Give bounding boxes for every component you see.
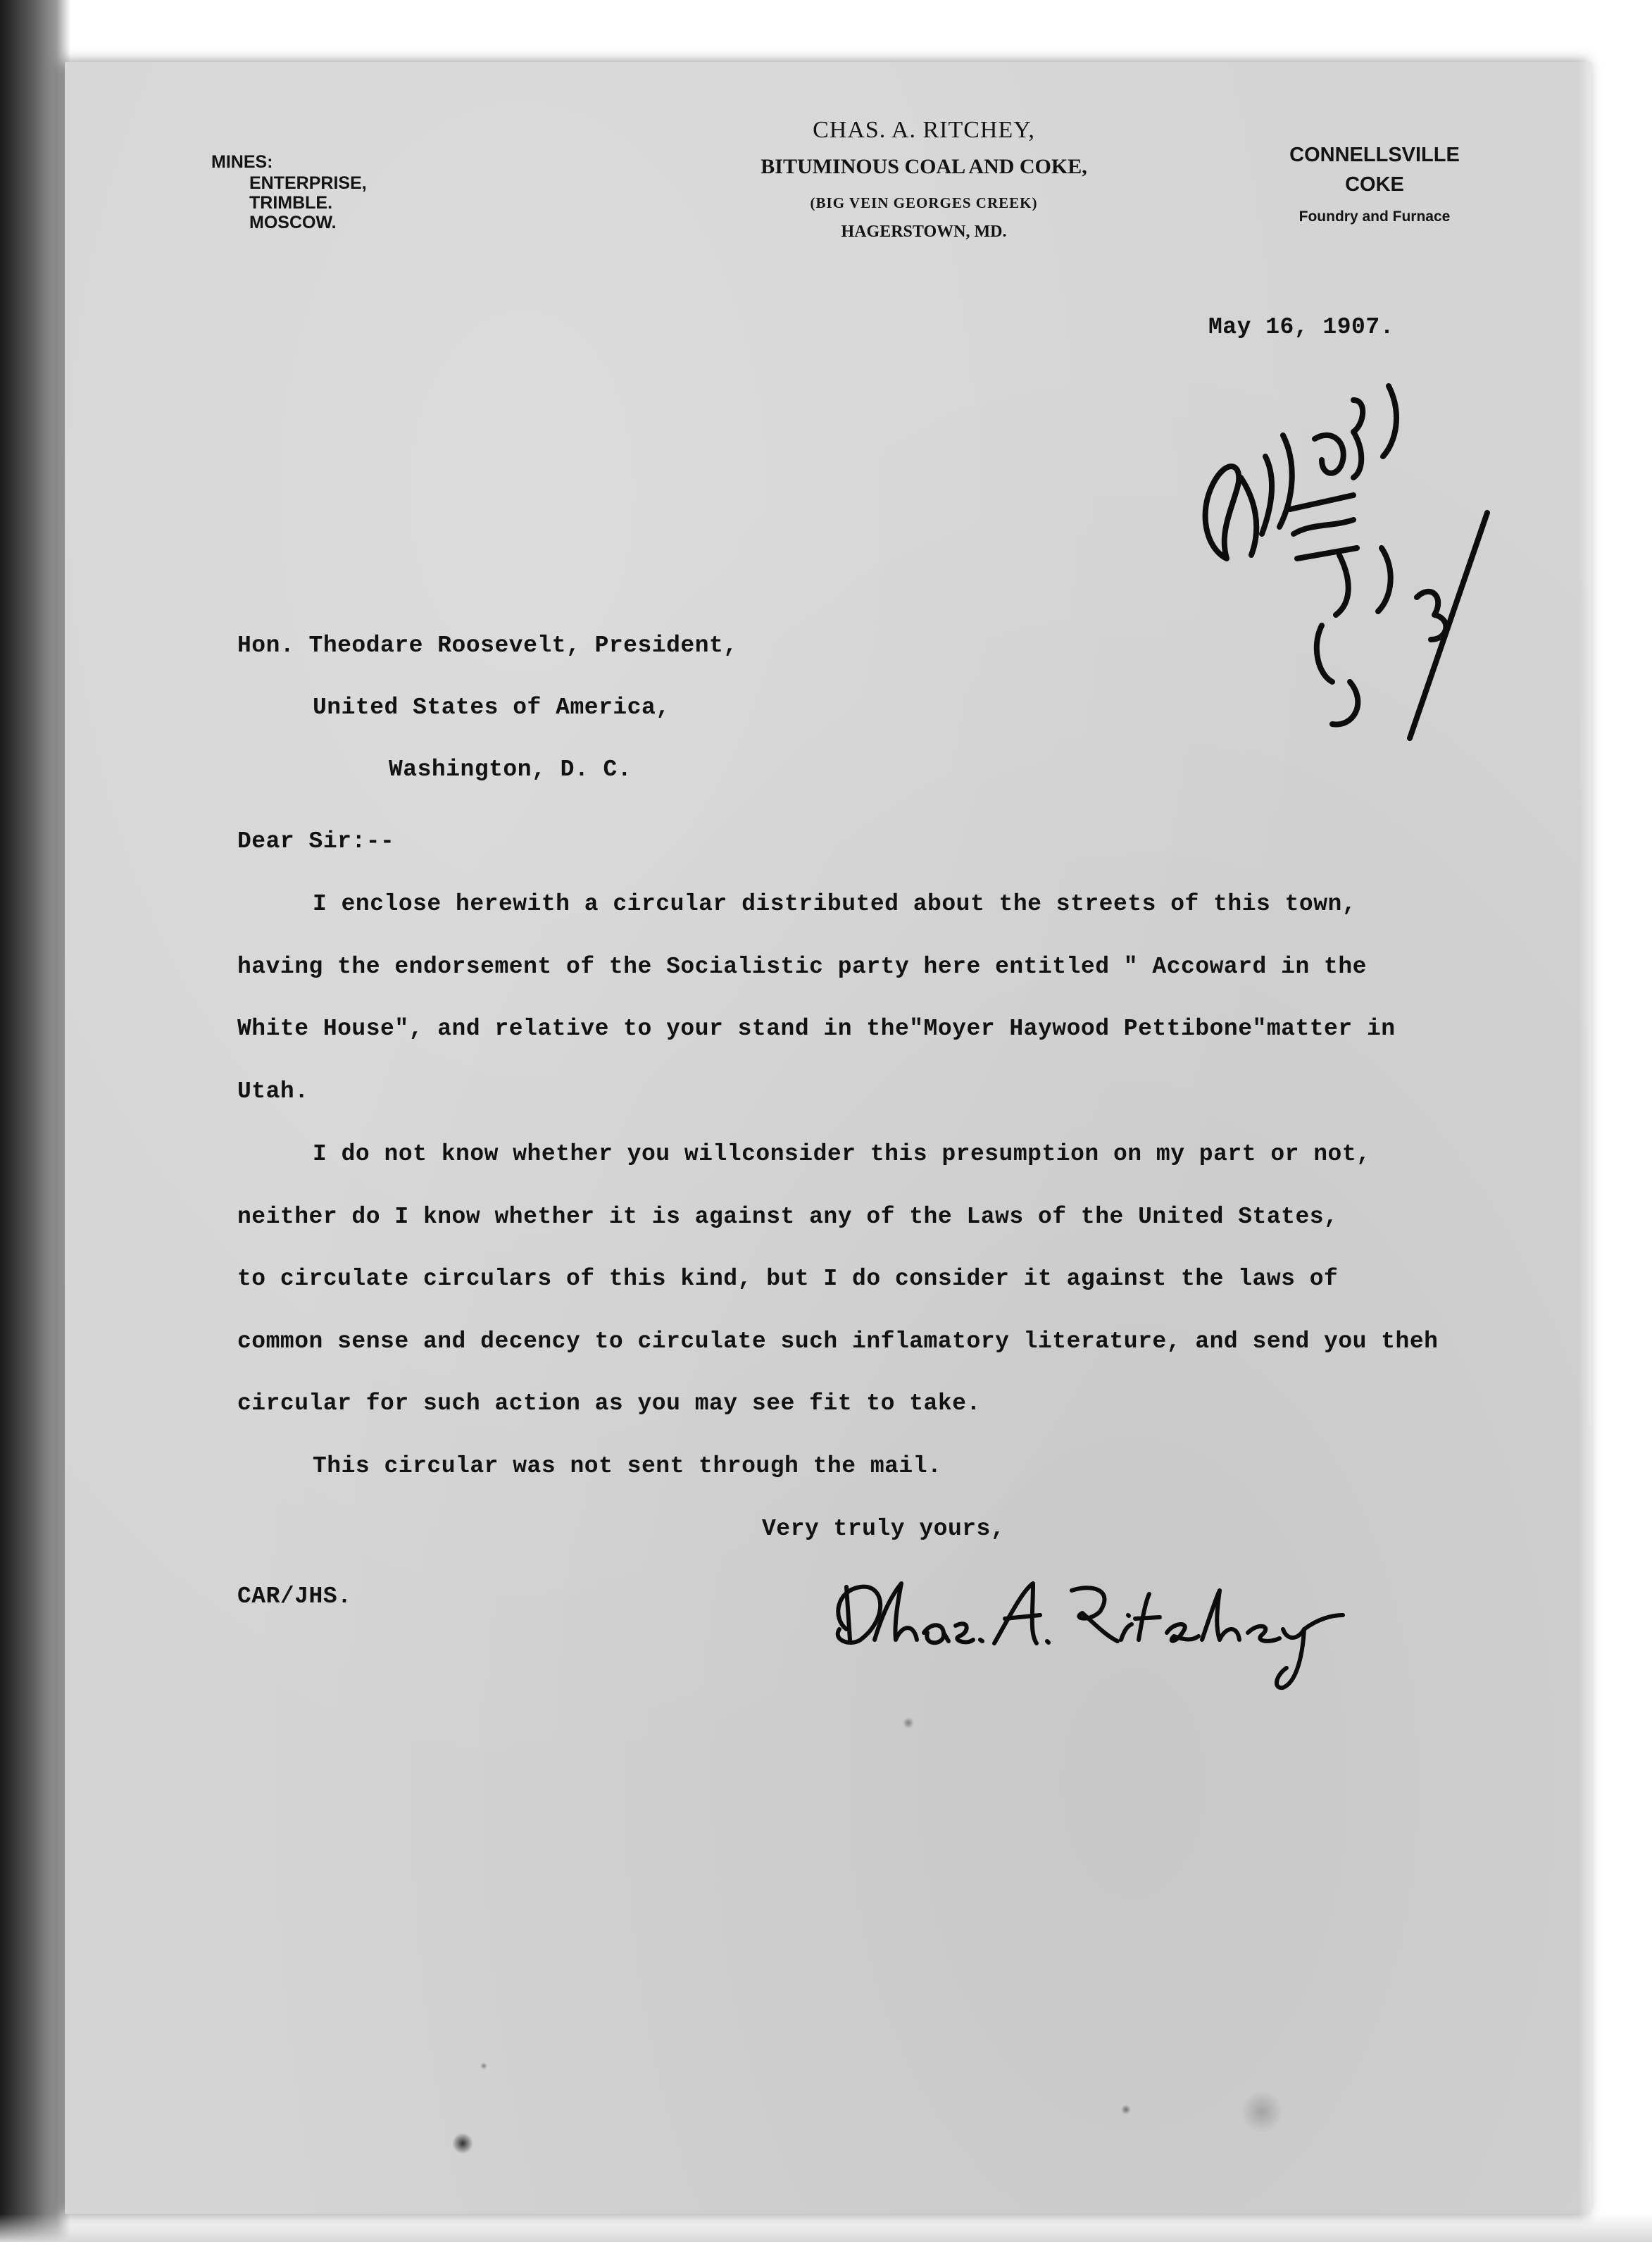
body-line: having the endorsement of the Socialistic party here entitled " Accoward in the bbox=[237, 954, 1367, 980]
sheet-edge bbox=[1579, 62, 1591, 2214]
company-name: CHAS. A. RITCHEY, bbox=[813, 117, 1035, 143]
company-vein: (BIG VEIN GEORGES CREEK) bbox=[810, 194, 1038, 211]
mine-name: ENTERPRISE, bbox=[249, 173, 367, 193]
body-line: common sense and decency to circulate such inflamatory literature, and send you theh bbox=[237, 1328, 1439, 1354]
letter-date: May 16, 1907. bbox=[1208, 314, 1394, 340]
paper-speck bbox=[452, 2133, 473, 2154]
product-line: Foundry and Furnace bbox=[1299, 208, 1451, 225]
salutation: Dear Sir:-- bbox=[237, 828, 395, 854]
mines-label: MINES: bbox=[211, 152, 273, 172]
letter-sheet bbox=[65, 62, 1591, 2214]
paper-speck bbox=[903, 1717, 914, 1729]
body-line: I do not know whether you willconsider this presumption on my part or not, bbox=[313, 1141, 1371, 1167]
body-line: neither do I know whether it is against any of the Laws of the United States, bbox=[237, 1204, 1339, 1230]
product-line: COKE bbox=[1345, 173, 1404, 196]
closing: Very truly yours, bbox=[762, 1516, 1006, 1542]
bottom-shadow bbox=[0, 2214, 1652, 2242]
recipient-line: Hon. Theodare Roosevelt, President, bbox=[237, 633, 738, 659]
typist-initials: CAR/JHS. bbox=[237, 1583, 352, 1609]
paper-speck bbox=[1121, 2105, 1131, 2115]
recipient-line: United States of America, bbox=[313, 695, 670, 721]
signature bbox=[818, 1562, 1353, 1703]
paper-speck bbox=[480, 2062, 487, 2069]
body-line: circular for such action as you may see fit to take. bbox=[237, 1390, 981, 1416]
recipient-line: Washington, D. C. bbox=[389, 756, 632, 783]
company-business: BITUMINOUS COAL AND COKE, bbox=[761, 155, 1087, 178]
company-location: HAGERSTOWN, MD. bbox=[841, 223, 1007, 241]
mine-name: TRIMBLE. bbox=[249, 193, 333, 213]
body-line: to circulate circulars of this kind, but I do consider it against the laws of bbox=[237, 1266, 1339, 1292]
body-line: Utah. bbox=[237, 1078, 309, 1104]
binding-shadow bbox=[0, 0, 70, 2242]
body-line: I enclose herewith a circular distributed about the streets of this town, bbox=[313, 891, 1357, 917]
product-line: CONNELLSVILLE bbox=[1289, 144, 1460, 166]
body-line: White House", and relative to your stand in the"Moyer Haywood Pettibone"matter in bbox=[237, 1016, 1396, 1042]
mine-name: MOSCOW. bbox=[249, 213, 337, 232]
body-line: This circular was not sent through the mail. bbox=[313, 1453, 942, 1479]
paper-speck bbox=[1241, 2091, 1283, 2133]
handwritten-annotation bbox=[1121, 372, 1558, 766]
